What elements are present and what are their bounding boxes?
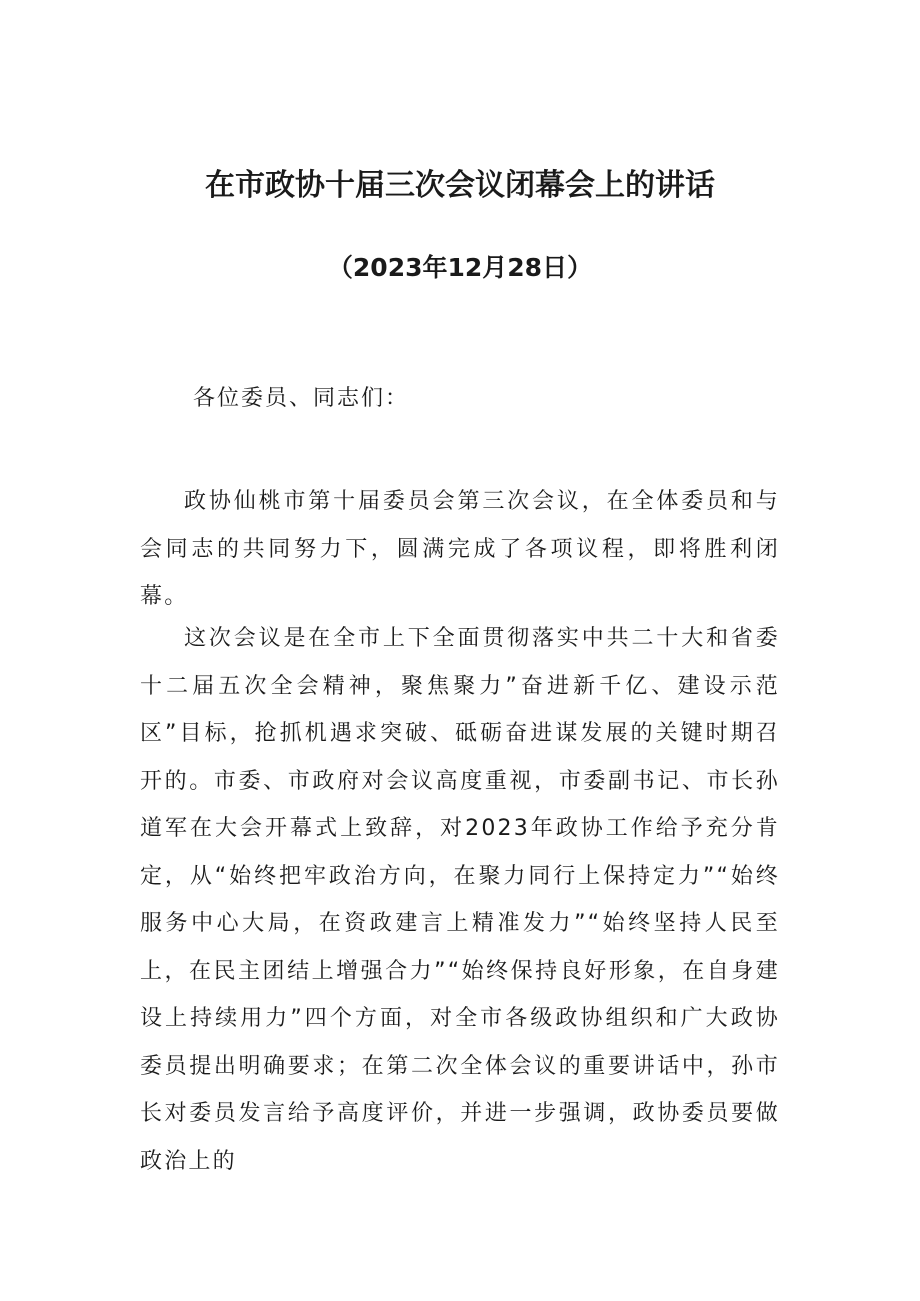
paragraph-2: 这次会议是在全市上下全面贯彻落实中共二十大和省委十二届五次全会精神，聚焦聚力”奋进新千亿、建设示范区”目标，抢抓机遇求突破、砥砺奋进谋发展的关键时期召开的。市委、市政府对会议高度重视，市委副书记、市长孙道军在大会开幕式上致辞，对2023年政协工作给予充分肯定，从“始终把牢政治方向，在聚力同行上保持定力”“始终服务中心大局，在资政建言上精准发力”“始终坚持人民至上，在民主团结上增强合力”“始终保持良好形象，在自身建设上持续用力”四个方面，对全市各级政协组织和广大政协委员提出明确要求；在第二次全体会议的重要讲话中，孙市长对委员发言给予高度评价，并进一步强调，政协委员要做政治上的 xyxy=(140,626,780,1174)
document-date: （2023年12月28日） xyxy=(327,253,593,282)
greeting: 各位委员、同志们： xyxy=(193,386,410,411)
document-title: 在市政协十届三次会议闭幕会上的讲话 xyxy=(205,168,715,203)
paragraph-1: 政协仙桃市第十届委员会第三次会议，在全体委员和与会同志的共同努力下，圆满完成了各项议程，即将胜利闭幕。 xyxy=(140,489,780,609)
